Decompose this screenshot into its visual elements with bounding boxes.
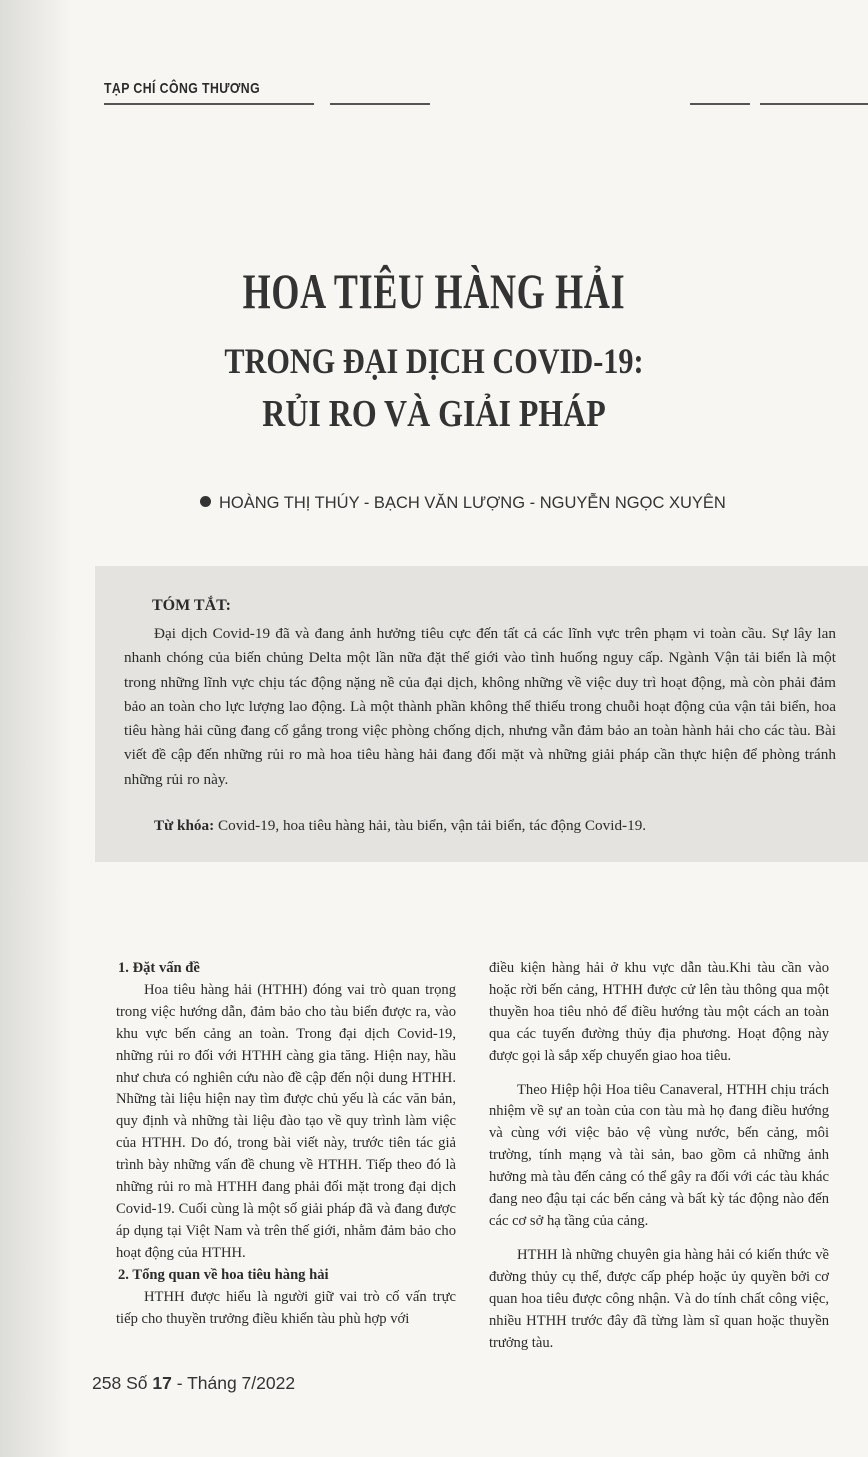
paragraph: Hoa tiêu hàng hải (HTHH) đóng vai trò quan trọng trong việc hướng dẫn, đảm bảo cho tàu biển được ra, vào khu vực bến cảng an toàn. Trong đại dịch Covid-19, những rủi ro đối với HTHH càng gia tăng. Hiện nay, hầu như chưa có nghiên cứu nào đề cập đến nội dung HTHH. Những tài liệu hiện nay tìm được chủ yếu là các văn bản, quy định và những tài liệu đào tạo về quy trình làm việc của HTHH. Do đó, trong bài viết này, trước tiên tác giả trình bày những vấn đề chung về HTHH. Tiếp theo đó là những rủi ro mà HTHH đang phải đối mặt trong đại dịch Covid-19. Cuối cùng là một số giải pháp đã và đang được áp dụng tại Việt Nam và trên thế giới, nhằm đảm bảo cho hoạt động của HTHH. bbox=[116, 981, 456, 1261]
page-footer bbox=[92, 1373, 295, 1394]
keywords-text: Covid-19, hoa tiêu hàng hải, tàu biển, vận tải biển, tác động Covid-19. bbox=[217, 817, 647, 834]
paragraph: HTHH được hiểu là người giữ vai trò cố vấn trực tiếp cho thuyền trưởng điều khiển tàu phù hợp với bbox=[116, 1288, 456, 1327]
bullet-icon bbox=[200, 496, 211, 507]
issue-label: Số bbox=[126, 1373, 148, 1393]
left-column bbox=[116, 958, 456, 1330]
article-title-line3: RỦI RO VÀ GIẢI PHÁP bbox=[262, 393, 606, 435]
abstract-body: Đại dịch Covid-19 đã và đang ảnh hưởng tiêu cực đến tất cả các lĩnh vực trên phạm vi toàn cầu. Sự lây lan nhanh chóng của biến chủng Delta một lần nữa đặt thế giới vào tình huống nguy cấp. Ngành Vận tải biển là một trong những lĩnh vực chịu tác động nặng nề của đại dịch, không những về việc duy trì hoạt động, mà còn phải đảm bảo an toàn cho lực lượng lao động. Là một thành phần không thể thiếu trong chuỗi hoạt động của vận tải biển, hoa tiêu hàng hải cũng đang cố gắng trong việc phòng chống dịch, nhưng vẫn đảm bảo an toàn hành hải cho các tàu. Bài viết đề cập đến những rủi ro mà hoa tiêu hàng hải đang đối mặt và những giải pháp cần thực hiện để phòng tránh những rủi ro này. bbox=[124, 625, 836, 788]
header-rule bbox=[330, 103, 430, 105]
header-rule bbox=[690, 103, 750, 105]
issue-date: - Tháng 7/2022 bbox=[176, 1373, 296, 1393]
author-line bbox=[200, 494, 760, 513]
header-rule bbox=[760, 103, 868, 105]
article-title-line1: HOA TIÊU HÀNG HẢI bbox=[242, 263, 626, 319]
section-heading: 1. Đặt vấn đề bbox=[118, 960, 200, 976]
issue-number: 17 bbox=[152, 1373, 172, 1393]
keywords bbox=[154, 817, 646, 835]
header-rule bbox=[104, 103, 314, 105]
article-title-line2: TRONG ĐẠI DỊCH COVID-19: bbox=[224, 341, 644, 381]
author-names: HOÀNG THỊ THÚY - BẠCH VĂN LƯỢNG - NGUYỄN NGỌC XUYÊN bbox=[219, 494, 726, 512]
page-spine-shadow bbox=[0, 0, 72, 1457]
paragraph: HTHH là những chuyên gia hàng hải có kiến thức về đường thủy cụ thể, được cấp phép hoặc ủy quyền bởi cơ quan hoa tiêu được công nhận. Và do tính chất công việc, nhiều HTHH trước đây đã từng làm sĩ quan hoặc thuyền trưởng tàu. bbox=[489, 1246, 829, 1351]
paragraph: điều kiện hàng hải ở khu vực dẫn tàu.Khi tàu cần vào hoặc rời bến cảng, HTHH được cử lên tàu thông qua một thuyền hoa tiêu nhỏ để điều hướng tàu một cách an toàn qua các tuyến đường thủy địa phương. Hoạt động này được gọi là sắp xếp chuyển giao hoa tiêu. bbox=[489, 960, 829, 1064]
journal-name: TẠP CHÍ CÔNG THƯƠNG bbox=[104, 80, 261, 97]
page-number: 258 bbox=[92, 1373, 122, 1393]
keywords-label: Từ khóa: bbox=[154, 817, 215, 834]
abstract-heading: TÓM TẮT: bbox=[152, 597, 231, 614]
section-heading: 2. Tổng quan về hoa tiêu hàng hải bbox=[118, 1266, 329, 1283]
paragraph: Theo Hiệp hội Hoa tiêu Canaveral, HTHH chịu trách nhiệm về sự an toàn của con tàu mà họ đang điều hướng và cùng với việc bảo vệ vùng nước, bến cảng, môi trường, tính mạng và tài sản, bao gồm cả những ảnh hưởng mà tàu đến cảng có thể gây ra đối với các tàu khác đang neo đậu tại các bến cảng và bất kỳ tác động nào đến các cơ sở hạ tầng của cảng. bbox=[489, 1081, 829, 1229]
right-column bbox=[489, 958, 829, 1354]
